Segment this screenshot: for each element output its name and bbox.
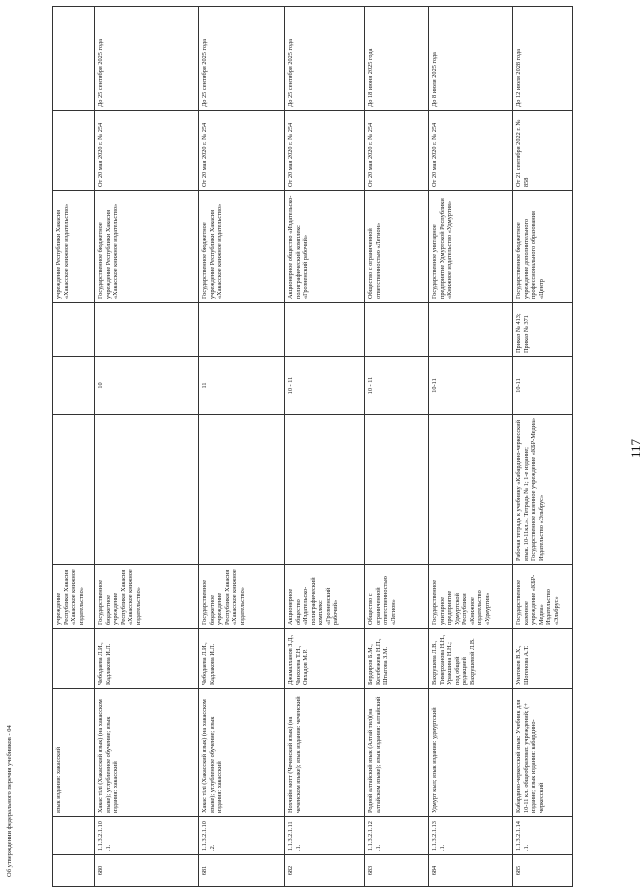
cell-grade: 10 - 11: [285, 357, 365, 415]
cell-authors: Чебодаева Л.И., Кадлакова И.Л.: [199, 629, 285, 689]
cell-name: язык издания: хакасский: [53, 689, 95, 817]
cell-aids: Рабочая тетрадь к учебнику «Кабардино-черкесский язык. 10-11кл.». Тетрадь № 1; 1-е издание; Государственное казенное учреждение «КБР-Медиа» Издательство «Эльбрус»: [513, 415, 573, 565]
cell-basis: От 20 мая 2020 г. № 254: [199, 111, 285, 191]
cell-basis: От 20 мая 2020 г. № 254: [95, 111, 199, 191]
cell-code: 1.1.3.2.1.14.1.: [513, 817, 573, 855]
cell-authors: Джамалханов З.Д., Чинхоева Т.Н., Овхадов М.Р.: [285, 629, 365, 689]
table-row: [95, 7, 199, 887]
cell-publisher-full: Общество с ограниченной ответственностью «Легион»: [365, 191, 429, 303]
cell-until: До 25 сентября 2025 года: [285, 7, 365, 111]
cell-publisher-short: Государственное казенное учреждение «КБР-Медиа» Издательство «Эльбрус»: [513, 565, 573, 629]
cell-basis: От 21 сентября 2022 г. № 858: [513, 111, 573, 191]
cell-publisher-short: Акционерное общество «Издательско-полиграфический комплекс «Грозненский рабочий»: [285, 565, 365, 629]
cell-publisher-full: Государственное бюджетное учреждение дополнительного профессионального образования «Центр: [513, 191, 573, 303]
cell-name: Хакас тілі (Хакасский язык) (на хакасском языке); углубленное обучение; язык издания: хакасский: [199, 689, 285, 817]
cell-grade: 10 - 11: [365, 357, 429, 415]
cell-aids: [199, 415, 285, 565]
cell-grade: 10-11: [513, 357, 573, 415]
cell-order: [429, 303, 513, 357]
cell-authors: Бердиров Б.М., Кесебежева Н.П., Штыгова З.М.: [365, 629, 429, 689]
footer-note: Об утверждении федерального перечня учебников - 04: [6, 725, 13, 877]
cell-until: До 18 июня 2025 года: [365, 7, 429, 111]
cell-authors: Вахрушева Л.В., Тимерханова Н.Н., Уракшина Н.Н.; под общей редакцией Вахрушевой Л.В.: [429, 629, 513, 689]
cell-order: [199, 303, 285, 357]
cell-publisher-full: учреждение Республики Хакасия «Хакасское книжное издательство»: [53, 191, 95, 303]
cell-publisher-full: Государственное унитарное предприятие Удмуртской Республики «Книжное издательство «Удмуртия»: [429, 191, 513, 303]
cell-code: 1.1.3.2.1.13.1.: [429, 817, 513, 855]
cell-name: Родной алтайский язык (Алтай тил)(на алтайском языке); язык издания: алтайский: [365, 689, 429, 817]
cell-code: 1.1.3.2.1.10.1.: [95, 817, 199, 855]
cell-name: Хакас тілі (Хакасский язык) (на хакасском языке); углубленное обучение; язык издания: хакасский: [95, 689, 199, 817]
cell-grade: 10: [95, 357, 199, 415]
cell-until: До 8 июля 2025 года: [429, 7, 513, 111]
cell-aids: [285, 415, 365, 565]
table-row: [513, 7, 573, 887]
cell-until: До 25 сентября 2025 года: [199, 7, 285, 111]
cell-order: [285, 303, 365, 357]
cell-code: 1.1.3.2.1.10.2.: [199, 817, 285, 855]
cell-basis: От 20 мая 2020 г. № 254: [365, 111, 429, 191]
cell-grade: 11: [199, 357, 285, 415]
cell-aids: [365, 415, 429, 565]
textbook-list-table: [52, 6, 573, 887]
cell-num: 681: [199, 855, 285, 887]
cell-num: 683: [365, 855, 429, 887]
cell-code: 1.1.3.2.1.11.1.: [285, 817, 365, 855]
cell-num: 684: [429, 855, 513, 887]
table-row: [429, 7, 513, 887]
cell-basis: От 20 мая 2020 г. № 254: [285, 111, 365, 191]
cell-name: Кабардино-черкесский язык: Учебник для 10-11 кл. общеобразоват. учреждений; (+ издание; язык издания: кабардино-черкесский: [513, 689, 573, 817]
cell-grade: 10-11: [429, 357, 513, 415]
cell-basis: От 20 мая 2020 г. № 254: [429, 111, 513, 191]
cell-publisher-full: Государственное бюджетное учреждение Республики Хакасия «Хакасское книжное издательство»: [95, 191, 199, 303]
cell-num: 682: [285, 855, 365, 887]
table-row: [199, 7, 285, 887]
cell-name: Удмурт кыл; язык издания: удмуртский: [429, 689, 513, 817]
cell-until: До 12 июля 2028 года: [513, 7, 573, 111]
cell-publisher-full: Государственное бюджетное учреждение Республики Хакасия «Хакасское книжное издательство»: [199, 191, 285, 303]
table-row: [285, 7, 365, 887]
table-row: [365, 7, 429, 887]
cell-publisher-short: учреждение Республики Хакасия «Хакасское книжное издательство»: [53, 565, 95, 629]
cell-publisher-full: Акционерное общество «Издательско-полиграфический комплекс «Грозненский рабочий»: [285, 191, 365, 303]
cell-authors: Унатоков В.Х., Шогенова А.Т.: [513, 629, 573, 689]
cell-num: 680: [95, 855, 199, 887]
cell-name: Нохчийн мотт (Чеченский язык) (на чеченском языке); язык издания: чеченский: [285, 689, 365, 817]
cell-order: Приказ № 413; Приказ № 371: [513, 303, 573, 357]
cell-publisher-short: Государственное бюджетное учреждение Республики Хакасия «Хакасское книжное издательство»: [199, 565, 285, 629]
cell-aids: [429, 415, 513, 565]
page-number: 117: [628, 438, 643, 458]
cell-until: До 25 сентября 2025 года: [95, 7, 199, 111]
cell-code: 1.1.3.2.1.12.1.: [365, 817, 429, 855]
cell-num: 685: [513, 855, 573, 887]
cell-publisher-short: Общество с ограниченной ответственностью «Легион»: [365, 565, 429, 629]
cell-order: [365, 303, 429, 357]
cell-publisher-short: Государственное бюджетное учреждение Республики Хакасия «Хакасское книжное издательство»: [95, 565, 199, 629]
cell-aids: [95, 415, 199, 565]
table-row: [53, 7, 95, 887]
cell-order: [95, 303, 199, 357]
cell-publisher-short: Государственное унитарное предприятие Удмуртской Республики «Книжное издательство «Удмуртия»: [429, 565, 513, 629]
cell-authors: Чебодаева Л.И., Кадлакова И.Л.: [95, 629, 199, 689]
